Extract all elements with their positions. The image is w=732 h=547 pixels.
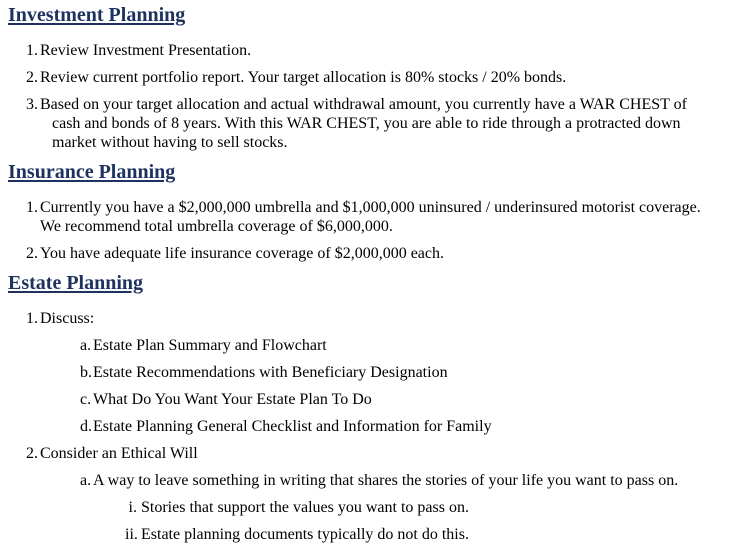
- insurance-planning-list: [0, 198, 716, 263]
- list-item-text: You have adequate life insurance coverage of $2,000,000 each.: [40, 245, 444, 262]
- list-item-text: Currently you have a $2,000,000 umbrella and $1,000,000 uninsured / underinsured motorist coverage. We recommend total umbrella coverage of $6,000,000.: [40, 199, 701, 235]
- list-marker: 1.: [26, 310, 38, 327]
- list-item-text: Review Investment Presentation.: [40, 42, 252, 59]
- list-marker: 2.: [26, 245, 38, 262]
- list-marker: a.: [80, 472, 92, 489]
- list-marker: 1.: [26, 42, 38, 59]
- section-heading-insurance-planning: Insurance Planning: [8, 161, 176, 183]
- list-item-text: Estate Planning General Checklist and Information for Family: [93, 418, 492, 435]
- list-item: [0, 95, 716, 152]
- list-marker: c.: [80, 391, 92, 408]
- list-marker: 2.: [26, 69, 38, 86]
- sub-list-item: [0, 417, 716, 436]
- list-marker: 2.: [26, 445, 38, 462]
- list-item: [0, 68, 716, 87]
- list-item: [0, 244, 716, 263]
- list-marker: a.: [80, 337, 92, 354]
- list-item-text: A way to leave something in writing that shares the stories of your life you want to pass on.: [93, 472, 679, 489]
- list-item-text: Estate planning documents typically do not do this.: [141, 526, 469, 543]
- list-item: [0, 444, 716, 463]
- list-item-text: Estate Recommendations with Beneficiary Designation: [93, 364, 448, 381]
- list-item-text: Review current portfolio report. Your target allocation is 80% stocks / 20% bonds.: [40, 69, 567, 86]
- list-marker: ii.: [125, 526, 138, 543]
- list-item: [0, 198, 716, 236]
- list-item-text: Estate Plan Summary and Flowchart: [93, 337, 327, 354]
- list-marker: i.: [128, 499, 137, 516]
- list-marker: d.: [80, 418, 92, 435]
- list-item-text: Consider an Ethical Will: [40, 445, 198, 462]
- sub-sub-list-item: [0, 498, 716, 517]
- list-item-text: Discuss:: [40, 310, 95, 327]
- list-marker: 1.: [26, 199, 38, 216]
- sub-list-item: [0, 471, 716, 490]
- investment-planning-list: [0, 41, 716, 152]
- sub-list-item: [0, 390, 716, 409]
- sub-list-item: [0, 336, 716, 355]
- list-item-text: Based on your target allocation and actual withdrawal amount, you currently have a WAR CHEST of cash and bonds of 8 years. With this WAR CHEST, you are able to ride through a protracted down market without having to sell stocks.: [40, 96, 687, 151]
- sub-sub-list-item: [0, 525, 716, 544]
- list-item: [0, 309, 716, 328]
- list-item-text: What Do You Want Your Estate Plan To Do: [93, 391, 372, 408]
- list-item: [0, 41, 716, 60]
- estate-planning-list: [0, 309, 716, 544]
- list-marker: 3.: [26, 96, 38, 113]
- section-heading-estate-planning: Estate Planning: [8, 272, 144, 294]
- planning-document: [0, 3, 716, 544]
- section-heading-investment-planning: Investment Planning: [8, 4, 186, 26]
- sub-list-item: [0, 363, 716, 382]
- list-marker: b.: [80, 364, 92, 381]
- list-item-text: Stories that support the values you want to pass on.: [141, 499, 469, 516]
